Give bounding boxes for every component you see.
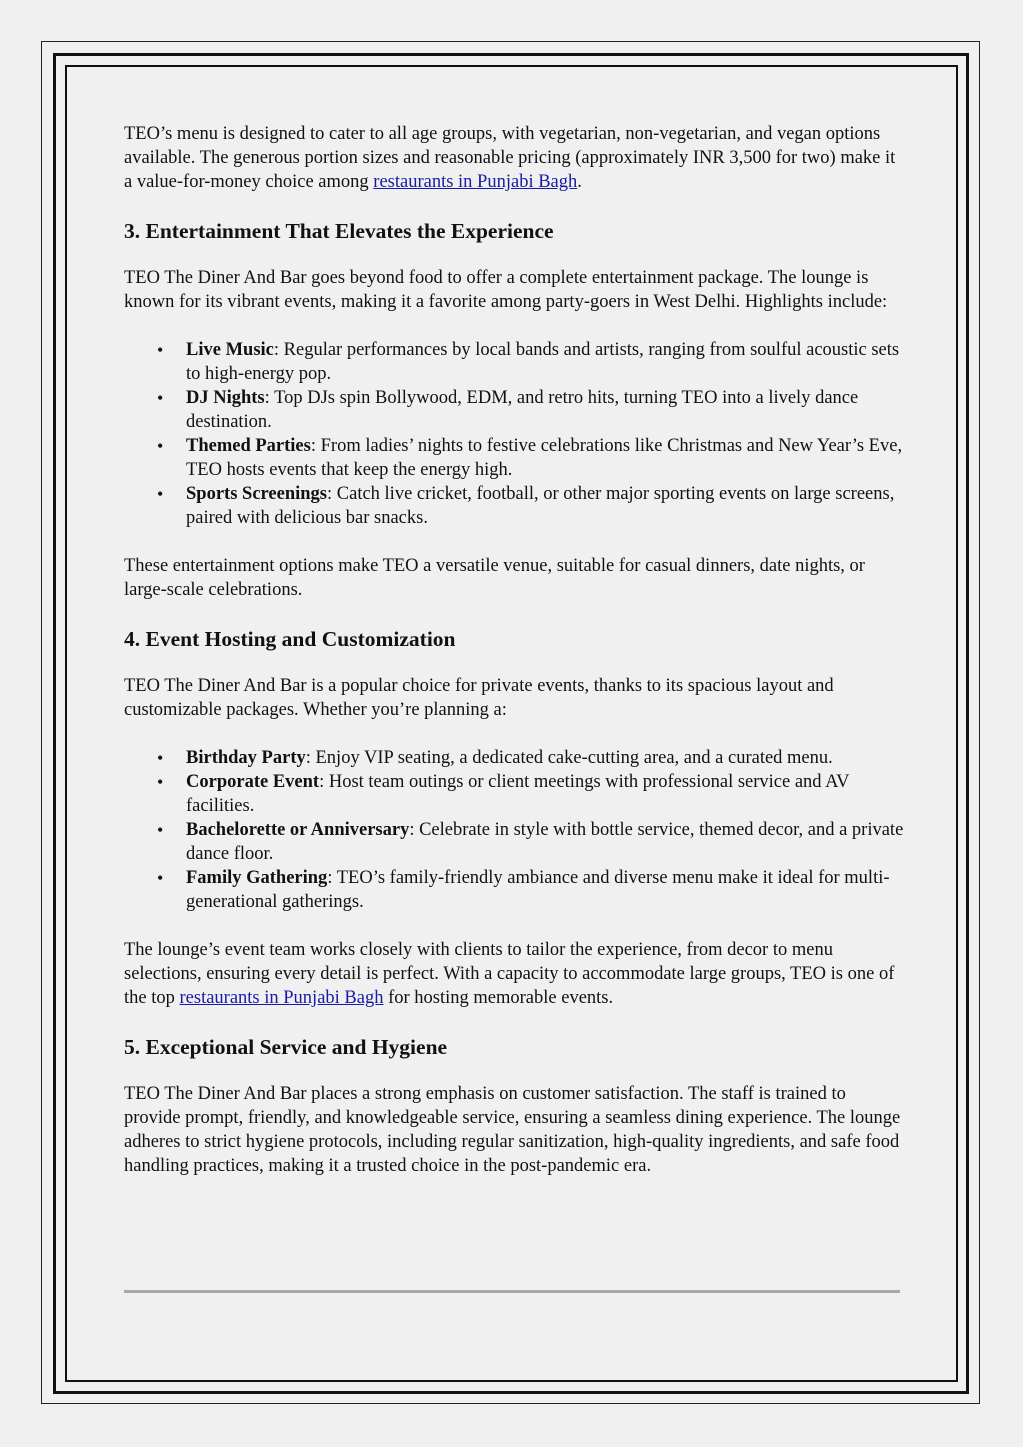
document-body — [124, 122, 904, 1178]
section-3-closing: These entertainment options make TEO a versatile venue, suitable for casual dinners, date nights, or large-scale celebrations. — [124, 556, 865, 600]
list-item: • Corporate Event: Host team outings or client meetings with professional service and AV facilities. — [186, 770, 904, 818]
list-item: • Live Music: Regular performances by local bands and artists, ranging from soulful acoustic sets to high-energy pop. — [186, 338, 904, 386]
event-list — [124, 746, 904, 914]
section-5-body: TEO The Diner And Bar places a strong emphasis on customer satisfaction. The staff is trained to provide prompt, friendly, and knowledgeable service, ensuring a seamless dining experience. The lounge adheres to strict hygiene protocols, including regular sanitization, high-quality ingredients, and safe food handling practices, making it a trusted choice in the post-pandemic era. — [124, 1084, 901, 1176]
section-3-heading: 3. Entertainment That Elevates the Experience — [124, 219, 554, 243]
restaurants-link-events[interactable]: restaurants in Punjabi Bagh — [179, 988, 384, 1008]
list-item: • Birthday Party: Enjoy VIP seating, a dedicated cake-cutting area, and a curated menu. — [186, 746, 904, 770]
section-3-intro: TEO The Diner And Bar goes beyond food to offer a complete entertainment package. The lounge is known for its vibrant events, making it a favorite among party-goers in West Delhi. Highlights include: — [124, 268, 888, 312]
list-item: • Themed Parties: From ladies’ nights to festive celebrations like Christmas and New Year’s Eve, TEO hosts events that keep the energy high. — [186, 434, 904, 482]
horizontal-divider — [124, 1290, 900, 1293]
section-4-heading: 4. Event Hosting and Customization — [124, 627, 456, 651]
intro-paragraph: TEO’s menu is designed to cater to all age groups, with vegetarian, non-vegetarian, and vegan options available. The generous portion sizes and reasonable pricing (approximately INR 3,500 for two) make it a value-for-money choice among restaurants in Punjabi Bagh. — [124, 124, 896, 192]
section-4-closing: The lounge’s event team works closely with clients to tailor the experience, from decor to menu selections, ensuring every detail is perfect. With a capacity to accommodate large groups, TEO is one of the top restaurants in Punjabi Bagh for hosting memorable events. — [124, 940, 895, 1008]
list-item: • Bachelorette or Anniversary: Celebrate in style with bottle service, themed decor, and a private dance floor. — [186, 818, 904, 866]
section-5-heading: 5. Exceptional Service and Hygiene — [124, 1035, 448, 1059]
restaurants-link-intro[interactable]: restaurants in Punjabi Bagh — [373, 172, 578, 192]
list-item: • Sports Screenings: Catch live cricket, football, or other major sporting events on large screens, paired with delicious bar snacks. — [186, 482, 904, 530]
section-4-intro: TEO The Diner And Bar is a popular choice for private events, thanks to its spacious layout and customizable packages. Whether you’re planning a: — [124, 676, 834, 720]
entertainment-list — [124, 338, 904, 530]
list-item: • DJ Nights: Top DJs spin Bollywood, EDM, and retro hits, turning TEO into a lively dance destination. — [186, 386, 904, 434]
list-item: • Family Gathering: TEO’s family-friendly ambiance and diverse menu make it ideal for multi-generational gatherings. — [186, 866, 904, 914]
